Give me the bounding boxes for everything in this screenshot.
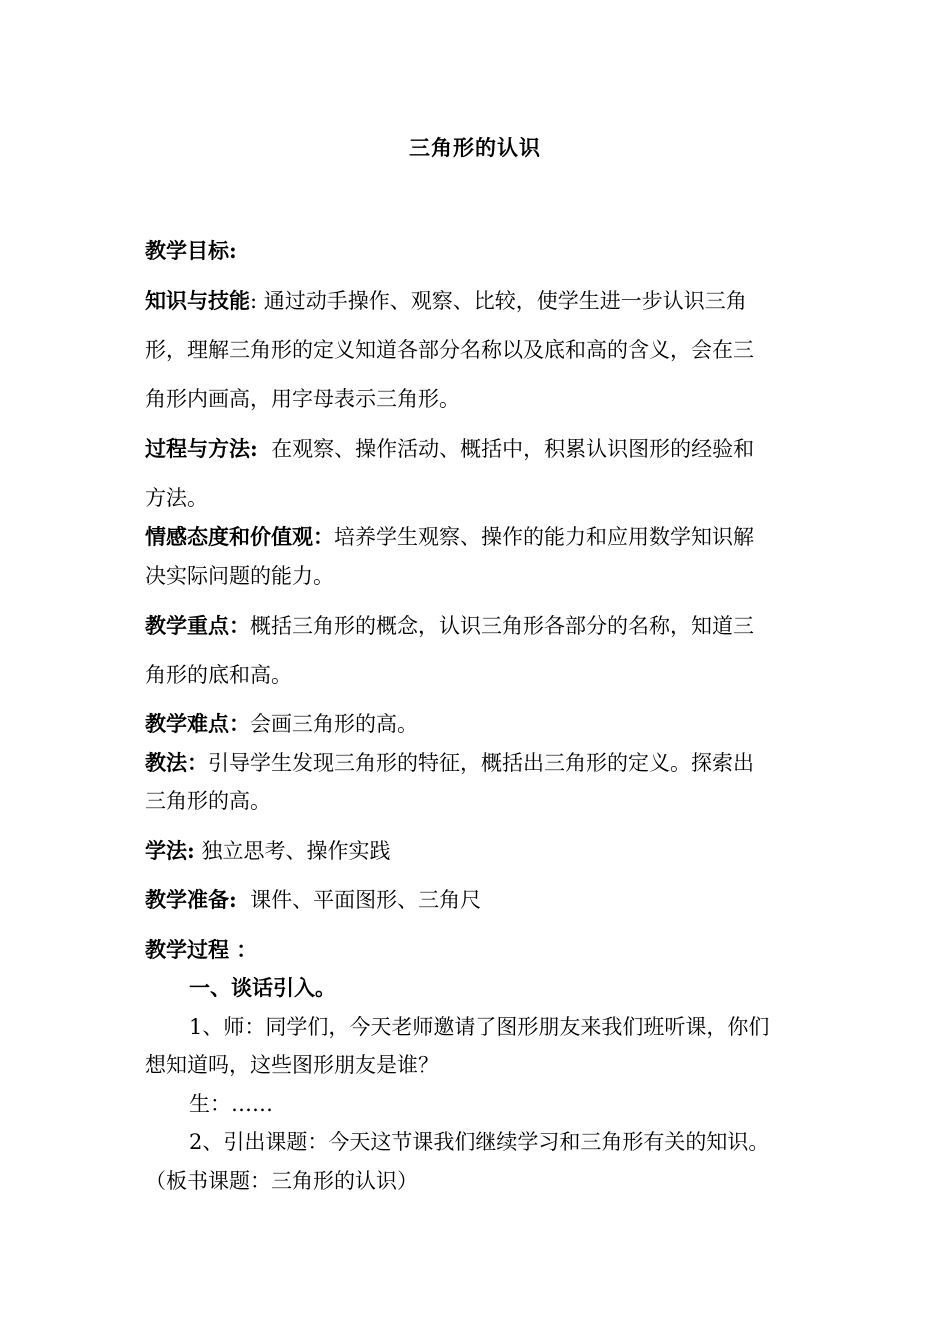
emotion-line-1 — [145, 522, 754, 552]
page-title: 三角形的认识 — [409, 135, 541, 160]
knowledge-label: 知识与技能 — [145, 288, 250, 313]
process-line-1 — [145, 434, 754, 464]
learning-method-line — [145, 836, 390, 866]
preparation-label: 教学准备: — [145, 887, 237, 912]
teaching-method-text-2: 三角形的高。 — [145, 789, 271, 813]
learning-method-text: 独立思考、操作实践 — [194, 839, 391, 863]
section1-student: 生：…… — [189, 1092, 273, 1116]
difficulty-line — [145, 709, 418, 739]
process-heading: 教学过程 ： — [145, 937, 258, 962]
process-text-1: 在观察、操作活动、概括中，积累认识图形的经验和 — [257, 437, 755, 461]
emotion-label: 情感态度和价值观： — [145, 524, 334, 549]
difficulty-label: 教学难点： — [145, 711, 250, 736]
process-text-2: 方法。 — [145, 486, 208, 510]
knowledge-text-3: 角形内画高，用字母表示三角形。 — [145, 387, 460, 411]
section1-item1-line-2: 想知道吗，这些图形朋友是谁？ — [145, 1053, 439, 1077]
difficulty-text: 会画三角形的高。 — [250, 712, 418, 736]
section1-item1-line-1: 1、师：同学们，今天老师邀请了图形朋友来我们班听课，你们 — [189, 1015, 770, 1039]
section1-heading: 一、谈话引入。 — [189, 975, 336, 1000]
emotion-text-1: 培养学生观察、操作的能力和应用数学知识解 — [334, 525, 754, 549]
knowledge-line-1 — [145, 286, 747, 316]
teaching-method-label: 教法： — [145, 750, 208, 775]
preparation-text: 课件、平面图形、三角尺 — [236, 888, 482, 912]
knowledge-text-1: : 通过动手操作、观察、比较，使学生进一步认识三角 — [250, 289, 747, 313]
teaching-method-line-1 — [145, 748, 754, 778]
emotion-text-2: 决实际问题的能力。 — [145, 564, 334, 588]
goals-heading: 教学目标: — [145, 238, 237, 263]
learning-method-label: 学法: — [145, 838, 195, 863]
teaching-method-text-1: 引导学生发现三角形的特征，概括出三角形的定义。探索出 — [208, 751, 754, 775]
key-points-line-1 — [145, 611, 754, 641]
key-points-text-1: 概括三角形的概念，认识三角形各部分的名称，知道三 — [250, 614, 754, 638]
process-label: 过程与方法: — [145, 436, 258, 461]
section1-item2-line-1: 2、引出课题：今天这节课我们继续学习和三角形有关的知识。 — [189, 1130, 770, 1154]
section1-item2-line-2: （板书课题：三角形的认识） — [145, 1169, 418, 1193]
preparation-line — [145, 885, 481, 915]
knowledge-text-2: 形，理解三角形的定义知道各部分名称以及底和高的含义，会在三 — [145, 338, 754, 362]
key-points-label: 教学重点： — [145, 613, 250, 638]
key-points-text-2: 角形的底和高。 — [145, 663, 292, 687]
